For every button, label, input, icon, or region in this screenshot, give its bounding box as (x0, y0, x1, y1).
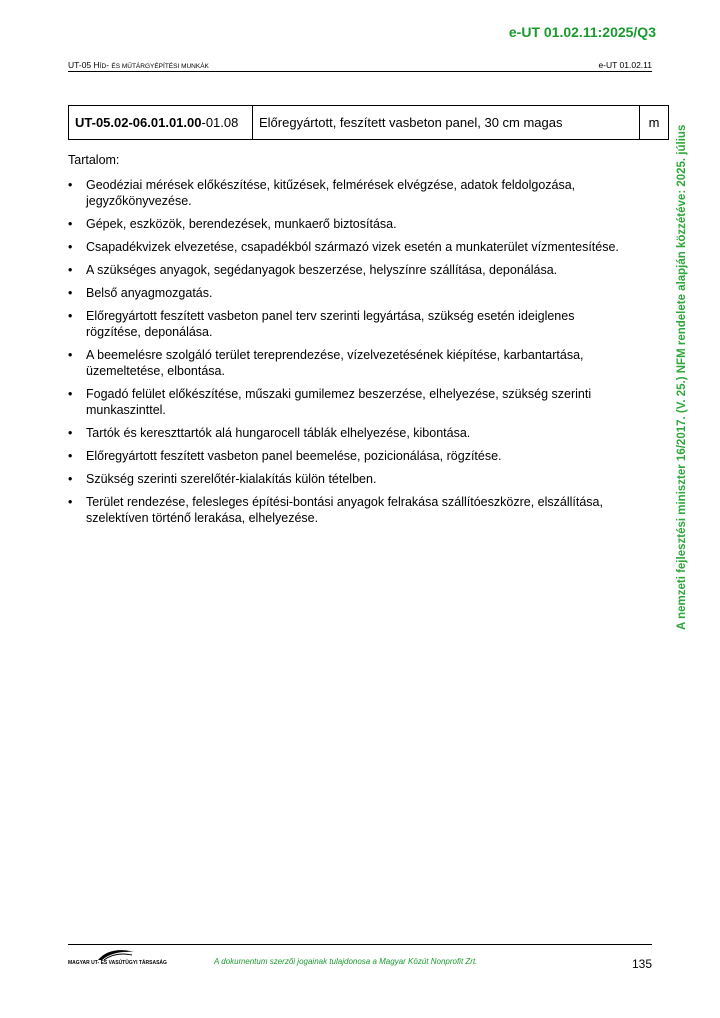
bullet-icon: • (68, 449, 73, 463)
list-item-text: Terület rendezése, felesleges építési-bontási anyagok felrakása szállítóeszközre, elszállítása, szelektíven történő lerakása, elhelyezése. (86, 495, 603, 525)
header-right-code: e-UT 01.02.11 (598, 60, 652, 70)
list-item-text: A szükséges anyagok, segédanyagok beszerzése, helyszínre szállítása, deponálása. (86, 263, 558, 277)
list-item (68, 425, 628, 441)
list-item-text: Tartók és kereszttartók alá hungarocell táblák elhelyezése, kibontása. (86, 426, 471, 440)
header-left-title (68, 60, 209, 70)
content-title: Tartalom: (68, 153, 120, 167)
list-item-text: Csapadékvizek elvezetése, csapadékból származó vizek esetén a munkaterület vízmentesítése. (86, 240, 619, 254)
copyright-note: A dokumentum szerzői jogainak tulajdonosa a Magyar Közút Nonprofit Zrt. (214, 957, 478, 966)
bullet-icon: • (68, 495, 73, 509)
list-item (68, 308, 628, 340)
list-item-text: Geodéziai mérések előkészítése, kitűzések, felmérések elvégzése, adatok feldolgozása, jegyzőkönyvezése. (86, 178, 576, 208)
list-item-text: A beemelésre szolgáló terület tereprendezése, vízelvezetésének kiépítése, karbantartása, üzemeltetése, elbontása. (86, 348, 584, 378)
list-item (68, 285, 628, 301)
header-divider (68, 71, 652, 72)
bullet-icon: • (68, 217, 73, 231)
list-item-text: Szükség szerinti szerelőtér-kialakítás külön tételben. (86, 472, 377, 486)
document-code: e-UT 01.02.11:2025/Q3 (508, 24, 656, 40)
page-number: 135 (631, 957, 652, 971)
list-item (68, 471, 628, 487)
item-code-cell (69, 106, 253, 139)
header-left-smallcaps-2: ÉS MŰTÁRGYÉPÍTÉSI MUNKÁK (111, 63, 209, 70)
bullet-icon: • (68, 472, 73, 486)
logo-text: MAGYAR UT- ÉS VASÚTÜGYI TÁRSASÁG (68, 960, 167, 966)
content-section (68, 152, 628, 533)
bullet-icon: • (68, 240, 73, 254)
item-unit-cell: m (648, 115, 660, 130)
footer-logo (68, 948, 168, 970)
list-item (68, 262, 628, 278)
list-item (68, 177, 628, 209)
item-description-cell: Előregyártott, feszített vasbeton panel, 30 cm magas (253, 106, 640, 139)
list-item (68, 494, 628, 526)
list-item (68, 386, 628, 418)
content-list (68, 177, 628, 526)
bullet-icon: • (68, 263, 73, 277)
bullet-icon: • (68, 286, 73, 300)
header-left-smallcaps-1: ÍD (99, 63, 107, 70)
item-table (68, 105, 669, 140)
side-publication-note: A nemzeti fejlesztési miniszter 16/2017. (V. 25.) NFM rendelete alapján közzétéve: 2025. július (676, 124, 688, 630)
bullet-icon: • (68, 348, 73, 362)
list-item-text: Előregyártott feszített vasbeton panel beemelése, pozicionálása, rögzítése. (86, 449, 502, 463)
list-item-text: Előregyártott feszített vasbeton panel terv szerinti legyártása, szükség esetén ideiglenes rögzítése, deponálása. (86, 309, 575, 339)
header-left-prefix: UT-05 H (68, 60, 100, 70)
list-item-text: Fogadó felület előkészítése, műszaki gumilemez beszerzése, elhelyezése, szükség szerinti munkaszinttel. (86, 387, 592, 417)
item-code-bold: UT-05.02-06.01.01.00 (75, 115, 202, 130)
footer-divider (68, 944, 652, 945)
list-item (68, 448, 628, 464)
bullet-icon: • (68, 426, 73, 440)
bullet-icon: • (68, 178, 73, 192)
bullet-icon: • (68, 387, 73, 401)
list-item (68, 347, 628, 379)
item-code-suffix: -01.08 (201, 115, 239, 130)
list-item (68, 216, 628, 232)
list-item-text: Gépek, eszközök, berendezések, munkaerő biztosítása. (86, 217, 397, 231)
list-item-text: Belső anyagmozgatás. (86, 286, 213, 300)
header-left-mid: - (106, 60, 112, 70)
list-item (68, 239, 628, 255)
bullet-icon: • (68, 309, 73, 323)
